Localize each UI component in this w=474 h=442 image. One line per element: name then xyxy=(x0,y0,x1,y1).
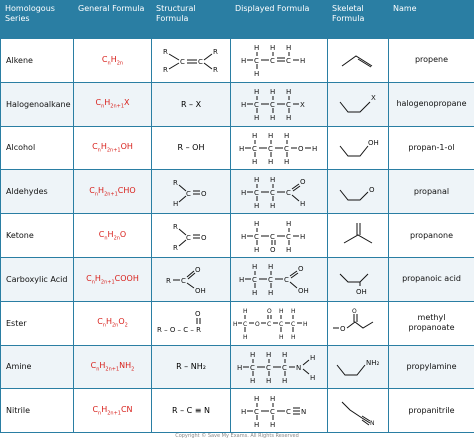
displayed-halogenopropane xyxy=(239,86,319,122)
svg-text:H: H xyxy=(254,44,260,53)
structural-formula-cell: R – NH₂ xyxy=(152,345,231,389)
svg-text:OH: OH xyxy=(368,138,379,147)
svg-text:H: H xyxy=(254,114,260,123)
svg-text:H: H xyxy=(250,350,256,359)
svg-text:H: H xyxy=(254,420,260,429)
svg-text:H: H xyxy=(254,219,260,228)
table-row xyxy=(1,214,474,258)
svg-text:O: O xyxy=(298,144,304,153)
svg-text:H: H xyxy=(252,263,258,272)
svg-text:O: O xyxy=(300,177,306,186)
header-structural-formula: Structural Formula xyxy=(152,1,231,39)
general-formula-cell: $C_nH_{2n+1}CHO$ xyxy=(74,170,152,214)
svg-text:H: H xyxy=(233,321,238,329)
svg-text:H: H xyxy=(286,245,292,254)
svg-text:C: C xyxy=(286,57,291,66)
skeletal-halogenopropane xyxy=(336,90,380,118)
displayed-propene xyxy=(239,42,319,78)
name-cell: propanoic acid xyxy=(389,257,474,301)
copyright-footer: Copyright © Save My Exams. All Rights Reserved xyxy=(175,433,299,439)
svg-text:C: C xyxy=(270,101,275,110)
general-formula-cell: $C_nH_{2n+1}X$ xyxy=(74,82,152,126)
svg-text:C: C xyxy=(291,321,296,329)
svg-text:C: C xyxy=(181,277,186,286)
skeletal-propanol xyxy=(336,134,380,162)
svg-text:H: H xyxy=(312,144,318,153)
structural-formula-cell xyxy=(152,301,231,345)
svg-text:H: H xyxy=(241,232,247,241)
svg-text:X: X xyxy=(371,94,376,103)
svg-text:C: C xyxy=(270,188,275,197)
skeletal-formula-cell xyxy=(328,301,389,345)
skeletal-formula-cell xyxy=(328,82,389,126)
svg-text:H: H xyxy=(252,289,258,298)
header-general-formula: General Formula xyxy=(74,1,152,39)
svg-text:H: H xyxy=(239,144,245,153)
svg-text:C: C xyxy=(270,57,275,66)
svg-text:H: H xyxy=(254,245,260,254)
svg-text:H: H xyxy=(300,232,306,241)
svg-text:H: H xyxy=(173,199,179,208)
svg-text:O: O xyxy=(352,308,357,316)
structural-carboxylic-acid xyxy=(164,263,218,295)
svg-text:C: C xyxy=(254,101,259,110)
skeletal-propylamine xyxy=(333,353,383,381)
svg-text:O: O xyxy=(270,245,276,254)
svg-text:O: O xyxy=(298,265,304,274)
svg-text:H: H xyxy=(310,353,316,362)
series-cell: Ketone xyxy=(1,214,74,258)
svg-text:C: C xyxy=(286,407,291,416)
svg-text:C: C xyxy=(186,189,191,198)
displayed-propanoic-acid xyxy=(237,261,321,297)
displayed-formula-cell xyxy=(231,82,328,126)
general-formula-cell: $C_nH_{2n+1}NH_2$ xyxy=(74,345,152,389)
svg-text:O: O xyxy=(195,266,201,275)
svg-text:H: H xyxy=(270,88,276,97)
table-row xyxy=(1,389,474,433)
svg-text:H: H xyxy=(266,350,272,359)
svg-text:H: H xyxy=(300,57,306,66)
svg-text:H: H xyxy=(268,263,274,272)
displayed-methyl-propanoate xyxy=(232,305,326,341)
svg-text:H: H xyxy=(279,308,284,316)
skeletal-propanitrile xyxy=(336,396,380,426)
series-cell: Halogenoalkane xyxy=(1,82,74,126)
name-cell: halogenopropane xyxy=(389,82,474,126)
svg-text:C: C xyxy=(268,144,273,153)
svg-text:H: H xyxy=(266,376,272,385)
structural-aldehyde xyxy=(169,176,213,208)
svg-text:R: R xyxy=(213,66,218,75)
svg-text:C: C xyxy=(254,188,259,197)
name-cell: methyl propanoate xyxy=(389,301,474,345)
table-row xyxy=(1,82,474,126)
header-name: Name xyxy=(389,1,474,39)
svg-text:C: C xyxy=(286,188,291,197)
displayed-propanitrile xyxy=(239,393,319,429)
skeletal-methyl-propanoate xyxy=(331,308,385,338)
skeletal-propanoic-acid xyxy=(336,262,380,296)
structural-ester xyxy=(155,308,227,338)
table-row xyxy=(1,126,474,170)
header-row xyxy=(1,1,474,39)
svg-text:C: C xyxy=(286,101,291,110)
svg-text:H: H xyxy=(254,88,260,97)
svg-text:C: C xyxy=(266,363,271,372)
series-cell: Amine xyxy=(1,345,74,389)
series-cell: Ester xyxy=(1,301,74,345)
svg-text:H: H xyxy=(250,376,256,385)
svg-text:H: H xyxy=(243,334,248,342)
displayed-formula-cell xyxy=(231,170,328,214)
svg-text:H: H xyxy=(268,157,274,166)
series-cell: Carboxylic Acid xyxy=(1,257,74,301)
svg-text:O: O xyxy=(369,185,375,194)
svg-text:H: H xyxy=(270,114,276,123)
svg-text:H: H xyxy=(282,376,288,385)
svg-text:C: C xyxy=(250,363,255,372)
svg-text:H: H xyxy=(270,420,276,429)
svg-text:O: O xyxy=(255,321,260,329)
skeletal-propanal xyxy=(336,178,380,206)
displayed-formula-cell xyxy=(231,345,328,389)
svg-text:OH: OH xyxy=(195,287,206,296)
svg-text:C: C xyxy=(198,58,203,67)
svg-text:H: H xyxy=(252,157,258,166)
displayed-formula-cell xyxy=(231,389,328,433)
series-cell: Aldehydes xyxy=(1,170,74,214)
name-cell: propan-1-ol xyxy=(389,126,474,170)
svg-text:C: C xyxy=(279,321,284,329)
svg-text:H: H xyxy=(243,308,248,316)
structural-alkene xyxy=(161,45,221,75)
table-row xyxy=(1,39,474,83)
svg-text:H: H xyxy=(303,321,308,329)
svg-text:H: H xyxy=(268,289,274,298)
svg-text:H: H xyxy=(284,157,290,166)
svg-text:H: H xyxy=(284,131,290,140)
svg-text:C: C xyxy=(254,57,259,66)
series-cell: Nitrile xyxy=(1,389,74,433)
svg-text:H: H xyxy=(241,101,247,110)
svg-text:H: H xyxy=(237,363,243,372)
svg-text:R: R xyxy=(163,66,168,75)
svg-text:C: C xyxy=(254,407,259,416)
svg-text:C: C xyxy=(282,363,287,372)
displayed-propanol xyxy=(237,130,321,166)
svg-text:C: C xyxy=(284,144,289,153)
skeletal-formula-cell xyxy=(328,389,389,433)
displayed-formula-cell xyxy=(231,257,328,301)
svg-text:C: C xyxy=(270,232,275,241)
svg-text:H: H xyxy=(241,57,247,66)
svg-text:H: H xyxy=(254,201,260,210)
table-row xyxy=(1,170,474,214)
header-series: Homologous Series xyxy=(1,1,74,39)
svg-text:O: O xyxy=(340,325,346,334)
skeletal-formula-cell xyxy=(328,126,389,170)
svg-text:C: C xyxy=(267,321,272,329)
svg-text:H: H xyxy=(291,334,296,342)
svg-text:O: O xyxy=(201,189,207,198)
svg-text:X: X xyxy=(300,101,305,110)
structural-formula-cell xyxy=(152,170,231,214)
structural-formula-cell xyxy=(152,257,231,301)
svg-text:O: O xyxy=(201,233,207,242)
name-cell: propanal xyxy=(389,170,474,214)
svg-text:H: H xyxy=(282,350,288,359)
name-cell: propanone xyxy=(389,214,474,258)
displayed-formula-cell xyxy=(231,126,328,170)
series-cell: Alcohol xyxy=(1,126,74,170)
svg-text:H: H xyxy=(270,394,276,403)
svg-text:H: H xyxy=(286,219,292,228)
table-row xyxy=(1,345,474,389)
general-formula-cell: $C_nH_{2n+1}OH$ xyxy=(74,126,152,170)
skeletal-formula-cell xyxy=(328,170,389,214)
svg-text:R: R xyxy=(166,277,171,286)
svg-text:C: C xyxy=(268,276,273,285)
svg-text:O: O xyxy=(195,310,201,319)
general-formula-cell: $C_nH_{2n}O$ xyxy=(74,214,152,258)
svg-text:NH₂: NH₂ xyxy=(366,358,380,367)
general-formula-cell: $C_nH_{2n+1}COOH$ xyxy=(74,257,152,301)
svg-text:R: R xyxy=(163,48,168,57)
svg-text:O: O xyxy=(267,308,272,316)
structural-ketone xyxy=(169,220,213,252)
svg-text:H: H xyxy=(291,308,296,316)
svg-text:H: H xyxy=(279,334,284,342)
table-row xyxy=(1,301,474,345)
svg-text:R: R xyxy=(173,178,178,187)
skeletal-formula-cell xyxy=(328,39,389,83)
svg-text:H: H xyxy=(310,373,316,382)
general-formula-cell: $C_nH_{2n}$ xyxy=(74,39,152,83)
svg-text:C: C xyxy=(254,232,259,241)
skeletal-formula-cell xyxy=(328,345,389,389)
svg-text:C: C xyxy=(186,233,191,242)
svg-text:N: N xyxy=(296,363,302,372)
svg-text:H: H xyxy=(268,131,274,140)
svg-text:R – O – C – R: R – O – C – R xyxy=(157,326,201,335)
svg-text:H: H xyxy=(270,44,276,53)
svg-text:C: C xyxy=(286,232,291,241)
svg-text:H: H xyxy=(241,188,247,197)
svg-text:R: R xyxy=(173,243,178,252)
header-skeletal-formula: Skeletal Formula xyxy=(328,1,389,39)
table-row xyxy=(1,257,474,301)
general-formula-cell: $C_nH_{2n}O_2$ xyxy=(74,301,152,345)
general-formula-cell: $C_nH_{2n+1}CN$ xyxy=(74,389,152,433)
svg-text:H: H xyxy=(241,407,247,416)
svg-text:C: C xyxy=(284,276,289,285)
svg-text:H: H xyxy=(239,276,245,285)
name-cell: propylamine xyxy=(389,345,474,389)
svg-text:H: H xyxy=(286,114,292,123)
displayed-propylamine xyxy=(235,349,323,385)
svg-text:C: C xyxy=(180,58,185,67)
skeletal-propene xyxy=(338,48,378,72)
svg-text:H: H xyxy=(286,88,292,97)
svg-text:N: N xyxy=(370,419,375,426)
svg-text:H: H xyxy=(270,201,276,210)
svg-text:C: C xyxy=(270,407,275,416)
skeletal-formula-cell xyxy=(328,214,389,258)
name-cell: propanitrile xyxy=(389,389,474,433)
svg-text:C: C xyxy=(252,144,257,153)
svg-text:R: R xyxy=(173,222,178,231)
structural-formula-cell: R – X xyxy=(152,82,231,126)
skeletal-formula-cell xyxy=(328,257,389,301)
name-cell: propene xyxy=(389,39,474,83)
series-cell: Alkene xyxy=(1,39,74,83)
displayed-propanal xyxy=(239,174,319,210)
svg-text:R: R xyxy=(213,48,218,57)
displayed-propanone xyxy=(239,218,319,254)
svg-text:H: H xyxy=(252,131,258,140)
svg-text:H: H xyxy=(254,394,260,403)
svg-text:C: C xyxy=(252,276,257,285)
svg-text:H: H xyxy=(300,199,306,208)
svg-text:OH: OH xyxy=(298,287,309,296)
header-displayed-formula: Displayed Formula xyxy=(231,1,328,39)
svg-text:H: H xyxy=(270,175,276,184)
svg-text:OH: OH xyxy=(356,288,367,297)
skeletal-propanone xyxy=(338,221,378,251)
displayed-formula-cell xyxy=(231,39,328,83)
svg-text:H: H xyxy=(286,44,292,53)
svg-text:H: H xyxy=(254,70,260,79)
structural-formula-cell xyxy=(152,214,231,258)
structural-formula-cell: R – C ≡ N xyxy=(152,389,231,433)
displayed-formula-cell xyxy=(231,214,328,258)
svg-text:C: C xyxy=(243,321,248,329)
structural-formula-cell xyxy=(152,39,231,83)
svg-text:H: H xyxy=(254,175,260,184)
displayed-formula-cell xyxy=(231,301,328,345)
structural-formula-cell: R – OH xyxy=(152,126,231,170)
svg-text:N: N xyxy=(301,407,307,416)
